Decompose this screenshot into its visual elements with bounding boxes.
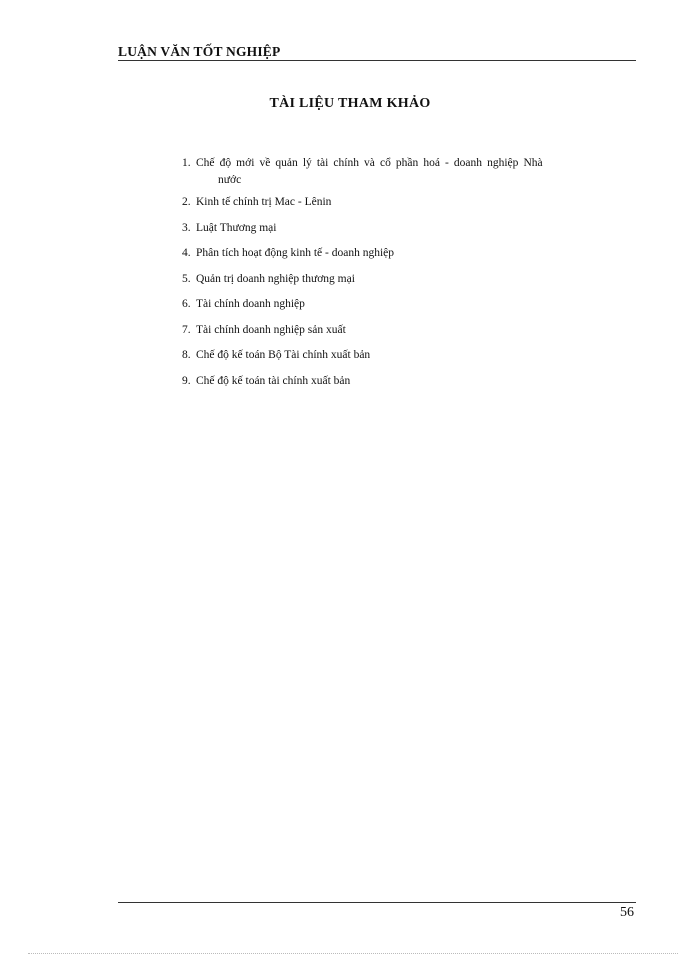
list-item-text: Kinh tế chính trị Mac - Lênin	[196, 196, 332, 208]
page-number: 56	[620, 905, 634, 920]
list-item-number: 1.	[182, 157, 191, 169]
list-item-text: Phân tích hoạt động kinh tế - doanh nghiệp	[196, 247, 395, 259]
header-title: LUẬN VĂN TỐT NGHIỆP	[118, 44, 281, 59]
list-item-number: 7.	[182, 323, 191, 336]
list-item-text: Luật Thương mại	[196, 221, 277, 234]
list-item-number: 4.	[182, 247, 191, 259]
list-item	[182, 322, 582, 339]
list-item-text-line: nước	[218, 174, 242, 186]
list-item-text: Chế độ kế toán Bộ Tài chính xuất bản	[196, 349, 371, 361]
list-item-text: Tài chính doanh nghiệp	[196, 298, 305, 310]
list-item	[182, 155, 582, 189]
list-item	[182, 245, 582, 262]
list-item	[182, 347, 582, 364]
list-item-number: 5.	[182, 272, 191, 285]
list-item	[182, 373, 582, 390]
page-title: TÀI LIỆU THAM KHẢO	[269, 96, 431, 111]
list-item-text: Quản trị doanh nghiệp thương mại	[196, 272, 355, 285]
list-item-number: 2.	[182, 196, 191, 208]
list-item-text: Chế độ kế toán tài chính xuất bản	[196, 374, 351, 387]
list-item	[182, 220, 582, 237]
list-item-number: 6.	[182, 298, 191, 310]
reference-list	[182, 155, 582, 398]
header-divider	[118, 60, 636, 61]
footer-divider	[118, 902, 636, 903]
list-item	[182, 296, 582, 313]
list-item-number: 3.	[182, 221, 191, 234]
list-item-number: 8.	[182, 349, 191, 361]
list-item	[182, 271, 582, 288]
list-item-number: 9.	[182, 374, 191, 387]
list-item-text: Tài chính doanh nghiệp sản xuất	[196, 323, 346, 336]
page-header	[118, 44, 636, 62]
page-edge-dotted-line	[28, 953, 678, 954]
list-item-text-line: Chế độ mới về quản lý tài chính và cổ phần hoá - doanh nghiệp Nhà	[196, 157, 543, 169]
list-item	[182, 194, 582, 211]
list-item-text	[196, 155, 582, 189]
